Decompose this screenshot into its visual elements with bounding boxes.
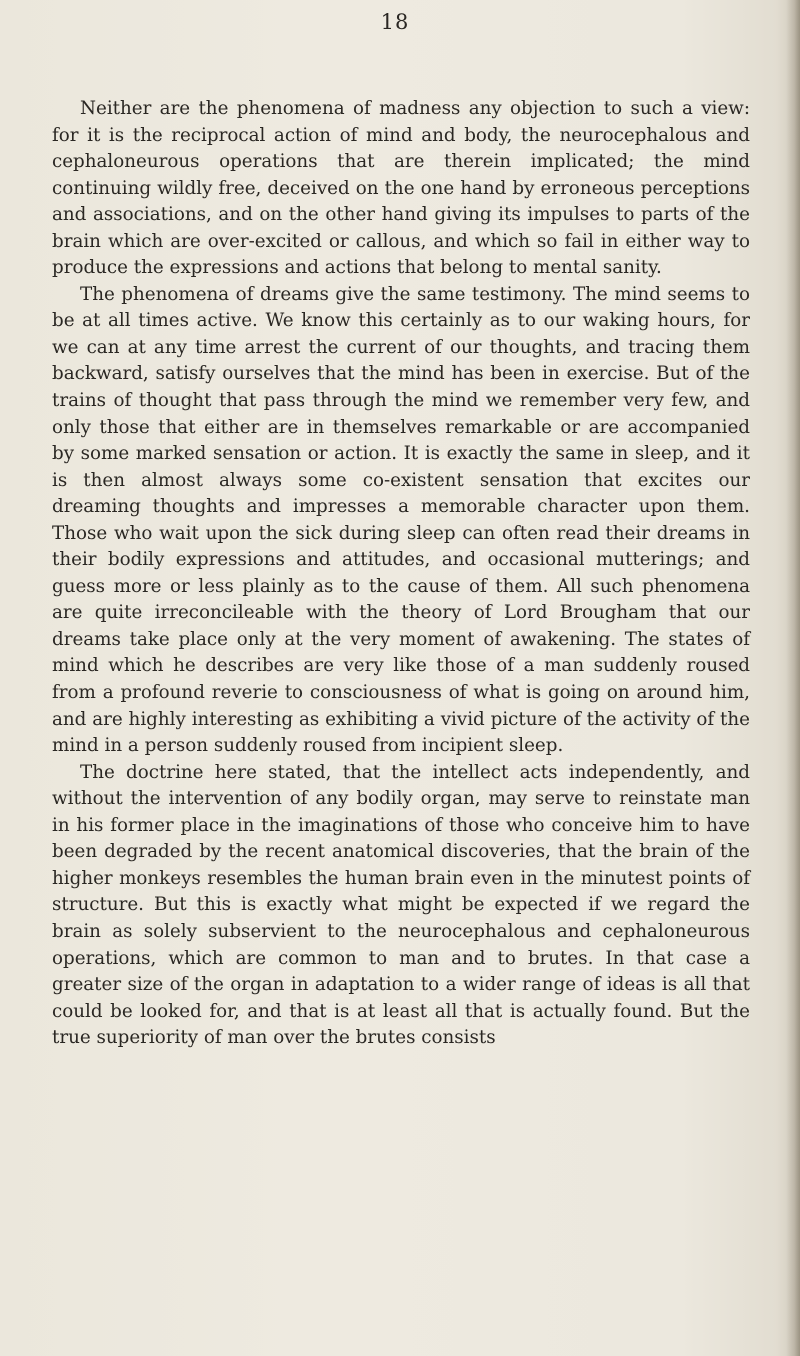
paragraph-doctrine: The doctrine here stated, that the intellect acts independently, and without the intervention of any bodily organ, may serve to reinstate man in his former place in the imaginations of those who conceive him to have been degraded by the recent anatomical discoveries, that the brain of the higher monkeys resembles the human brain even in the minutest points of structure. But this is exactly what might be expected if we regard the brain as solely subservient to the neurocephalous and cephaloneurous operations, which are common to man and to brutes. In that case a greater size of the organ in adaptation to a wider range of ideas is all that could be looked for, and that is at least all that is actually found. But the true superiority of man over the brutes consists bbox=[52, 761, 750, 1049]
paragraph-madness: Neither are the phenomena of madness any objection to such a view: for it is the reciprocal action of mind and body, the neurocephalous and cephaloneurous operations that are therein implicated; the mind continuing wildly free, deceived on the one hand by erroneous perceptions and associations, and on the other hand giving its impulses to parts of the brain which are over-excited or callous, and which so fail in either way to produce the expressions and actions that belong to mental sanity. bbox=[52, 98, 750, 279]
page-number: 18 bbox=[380, 10, 410, 34]
page-edge-shadow bbox=[786, 0, 800, 1356]
paragraph-dreams: The phenomena of dreams give the same testimony. The mind seems to be at all times active. We know this certainly as to our waking hours, for we can at any time arrest the current of our thoughts, and tracing them backward, satisfy ourselves that the mind has been in exercise. But of the trains of thought that pass through the mind we remember very few, and only those that either are in themselves remarkable or are accompanied by some marked sensation or action. It is exactly the same in sleep, and it is then almost always some co-existent sensation that excites our dreaming thoughts and impresses a memorable character upon them. Those who wait upon the sick during sleep can often read their dreams in their bodily expressions and attitudes, and occasional mutterings; and guess more or less plainly as to the cause of them. All such phenomena are quite irreconcileable with the theory of Lord Brougham that our dreams take place only at the very moment of awakening. The states of mind which he describes are very like those of a man suddenly roused from a profound reverie to consciousness of what is going on around him, and are highly interesting as exhibiting a vivid picture of the activity of the mind in a person suddenly roused from incipient sleep. bbox=[52, 283, 750, 757]
body-text bbox=[52, 96, 750, 1052]
